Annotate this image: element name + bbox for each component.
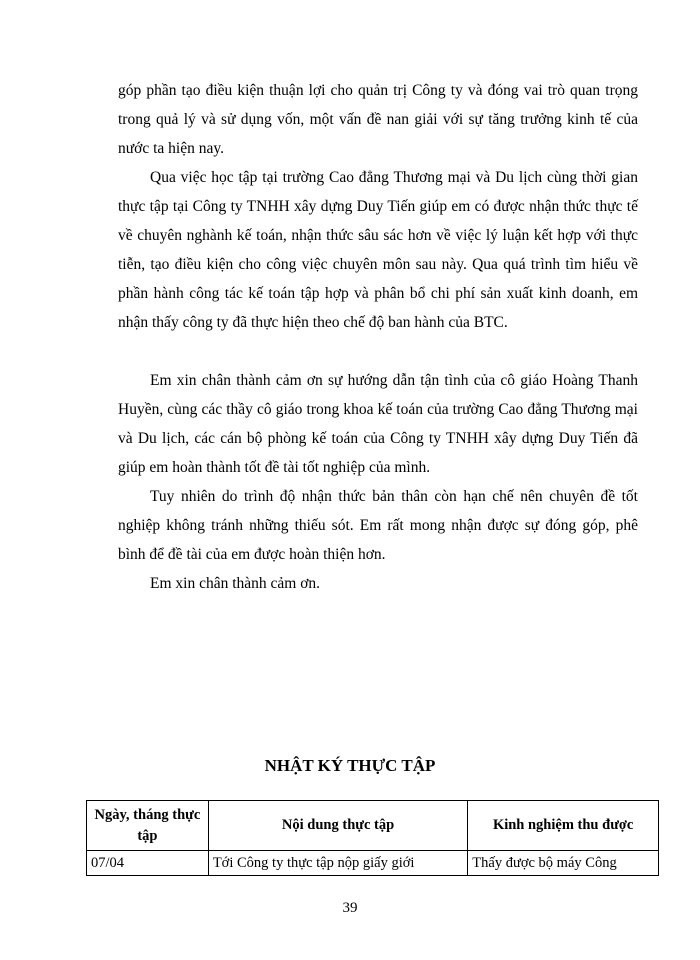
journal-header-row bbox=[87, 801, 659, 851]
cell-experience: Thấy được bộ máy Công bbox=[468, 851, 659, 876]
page-number: 39 bbox=[342, 900, 358, 916]
paragraph-limitations: Tuy nhiên do trình độ nhận thức bản thân còn hạn chế nên chuyên đề tốt nghiệp không tránh những thiếu sót. Em rất mong nhận được sự đóng góp, phê bình để đề tài của em được hoàn thiện hơn. bbox=[118, 488, 638, 563]
journal-title: NHẬT KÝ THỰC TẬP bbox=[264, 756, 436, 775]
cell-content: Tới Công ty thực tập nộp giấy giới bbox=[208, 851, 467, 876]
journal-table bbox=[86, 800, 659, 876]
table-row bbox=[87, 851, 659, 876]
cell-date: 07/04 bbox=[87, 851, 209, 876]
header-experience: Kinh nghiệm thu được bbox=[468, 801, 659, 851]
paragraph-intro: góp phần tạo điều kiện thuận lợi cho quản trị Công ty và đóng vai trò quan trọng trong quả lý và sử dụng vốn, một vấn đề nan giải với sự tăng trưởng kinh tế của nước ta hiện nay. bbox=[118, 82, 638, 157]
paragraph-thanks: Em xin chân thành cảm ơn sự hướng dẫn tận tình của cô giáo Hoàng Thanh Huyền, cùng các thầy cô giáo trong khoa kế toán của trường Cao đẳng Thương mại và Du lịch, các cán bộ phòng kế toán của Công ty TNHH xây dựng Duy Tiến đã giúp em hoàn thành tốt đề tài tốt nghiệp của mình. bbox=[118, 372, 638, 476]
paragraph-study: Qua việc học tập tại trường Cao đẳng Thương mại và Du lịch cùng thời gian thực tập tại Công ty TNHH xây dựng Duy Tiến giúp em có được nhận thức thực tế về chuyên nghành kế toán, nhận thức sâu sác hơn về việc lý luận kết hợp với thực tiễn, tạo điều kiện cho công việc chuyên môn sau này. Qua quá trình tìm hiểu về phần hành công tác kế toán tập hợp và phân bổ chi phí sản xuất kinh doanh, em nhận thấy công ty đã thực hiện theo chế độ ban hành của BTC. bbox=[118, 169, 638, 331]
paragraph-closing: Em xin chân thành cảm ơn. bbox=[150, 575, 321, 592]
header-date: Ngày, tháng thực tập bbox=[87, 801, 209, 851]
header-content: Nội dung thực tập bbox=[208, 801, 467, 851]
